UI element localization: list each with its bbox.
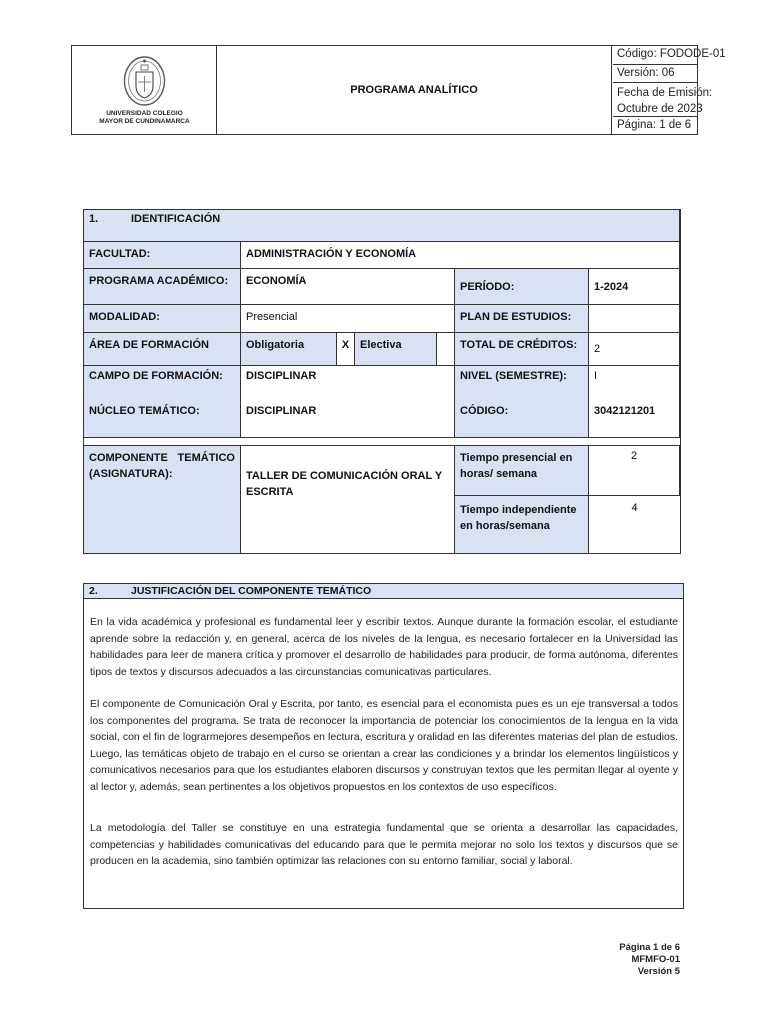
modalidad-label: MODALIDAD:: [84, 305, 241, 333]
facultad-label: FACULTAD:: [84, 242, 241, 269]
fecha-emision-field: Fecha de Emisión: Octubre de 2023: [613, 83, 698, 117]
footer-form-code: MFMFO-01: [631, 954, 680, 965]
plan-estudios-label: PLAN DE ESTUDIOS:: [455, 305, 589, 333]
university-name: UNIVERSIDAD COLEGIO MAYOR DE CUNDINAMARCA: [99, 110, 190, 125]
university-seal-logo: [122, 54, 167, 108]
obligatoria-checkbox: X: [337, 333, 355, 366]
tiempo-independiente-label: Tiempo independiente en horas/semana: [455, 496, 589, 553]
modalidad-value: Presencial: [241, 305, 455, 333]
componente-tematico-label: COMPONENTE TEMÁTICO (ASIGNATURA):: [84, 446, 241, 553]
obligatoria-label: Obligatoria: [241, 333, 337, 366]
campo-formacion-label: CAMPO DE FORMACIÓN:: [84, 366, 241, 397]
periodo-label: PERÍODO:: [455, 269, 589, 305]
page-footer: [619, 942, 680, 978]
codigo-label: CÓDIGO:: [455, 397, 589, 438]
nucleo-tematico-value: DISCIPLINAR: [241, 397, 455, 438]
identificacion-heading: 1. IDENTIFICACIÓN: [84, 210, 680, 242]
facultad-value: ADMINISTRACIÓN Y ECONOMÍA: [241, 242, 680, 269]
justificacion-paragraph-3: La metodología del Taller se constituye en una estrategia fundamental que se orienta a desarrollar las capacidades, competencias y habilidades comunicativas del educando para que le permita mejorar no solo los textos y discursos que se producen en la academia, sino también optimizar las relaciones con su entorno familiar, social y laboral.: [90, 822, 678, 867]
tiempo-presencial-value: 2: [589, 446, 680, 496]
electiva-label: Electiva: [355, 333, 437, 366]
document-header: [71, 45, 726, 135]
creditos-label: TOTAL DE CRÉDITOS:: [455, 333, 589, 366]
codigo-field: Código: FODODE-01: [613, 46, 698, 65]
justificacion-paragraph-2: El componente de Comunicación Oral y Escrita, por tanto, es esencial para el economista pues es un eje transversal a todos los componentes del programa. Se trata de reconocer la importancia de potenciar los conocimientos de la lengua en la vida social, con el fin de lograrmejores desempeños en lectura, escritura y oralidad en las diferentes materias del plan de estudios. Luego, las temáticas objeto de trabajo en el curso se orientan a crear las condiciones y a brindar los elementos lingüísticos y comunicativos necesarios para que los estudiantes elaboren discursos y construyan textos que les permitan llegar al oyente y al lector y, además, sean pertinentes a los objetivos propuestos en los contextos de uso específicos.: [90, 698, 678, 793]
campo-formacion-value: DISCIPLINAR: [241, 366, 455, 397]
tiempo-independiente-value: 4: [631, 502, 638, 514]
justificacion-paragraph-1: En la vida académica y profesional es fundamental leer y escribir textos. Aunque durante la formación escolar, el estudiante aprende sobre la redacción y, en general, acerca de los niveles de la lengua, es necesario fortalecer en la Universidad las habilidades para leer de manera crítica y promover el desarrollo de habilidades para producir, de forma autónoma, diferentes tipos de textos y discursos adecuados a las circunstancias comunicativas particulares.: [90, 616, 678, 678]
identificacion-table: [83, 209, 681, 554]
footer-page-number: Página 1 de 6: [619, 942, 680, 953]
nivel-value: I: [589, 366, 680, 397]
nivel-label: NIVEL (SEMESTRE):: [455, 366, 589, 397]
pagina-field: Página: 1 de 6: [617, 119, 692, 131]
creditos-value: 2: [589, 333, 680, 366]
version-field: Versión: 06: [613, 65, 698, 83]
plan-estudios-value: [589, 305, 680, 333]
justificacion-heading: 2. JUSTIFICACIÓN DEL COMPONENTE TEMÁTICO: [84, 584, 683, 599]
programa-value: ECONOMÍA: [241, 269, 455, 305]
spacer-row: [84, 438, 680, 446]
tiempo-presencial-label: Tiempo presencial en horas/ semana: [455, 446, 589, 496]
codigo-value: 3042121201: [589, 397, 680, 438]
justificacion-section: [83, 583, 684, 909]
logo-cell: [72, 46, 217, 134]
document-title: PROGRAMA ANALÍTICO: [217, 46, 612, 134]
footer-version: Versión 5: [637, 966, 680, 977]
periodo-value: 1-2024: [589, 269, 680, 305]
nucleo-tematico-label: NÚCLEO TEMÁTICO:: [84, 397, 241, 438]
programa-label: PROGRAMA ACADÉMICO:: [84, 269, 241, 305]
electiva-checkbox: [437, 333, 455, 366]
componente-tematico-value: TALLER DE COMUNICACIÓN ORAL Y ESCRITA: [241, 446, 455, 553]
area-formacion-label: ÁREA DE FORMACIÓN: [84, 333, 241, 366]
